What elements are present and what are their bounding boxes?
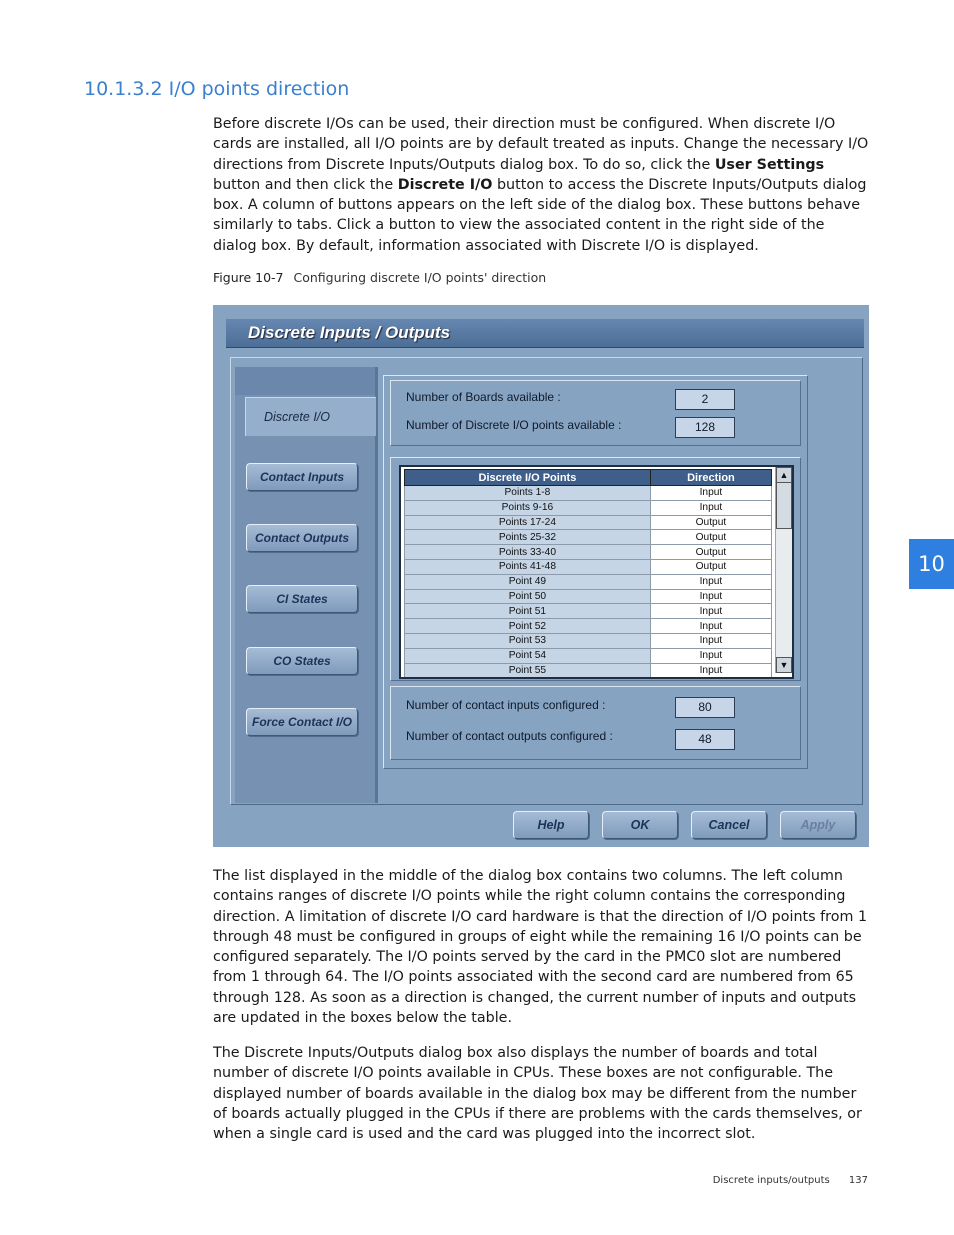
dialog-sidebar bbox=[235, 367, 378, 803]
direction-cell[interactable]: Input bbox=[650, 663, 771, 678]
points-cell: Points 41-48 bbox=[405, 559, 651, 574]
table-row[interactable] bbox=[405, 515, 772, 530]
table-row[interactable] bbox=[405, 486, 772, 501]
points-cell: Point 55 bbox=[405, 663, 651, 678]
direction-cell[interactable]: Input bbox=[650, 486, 771, 501]
points-cell: Points 33-40 bbox=[405, 545, 651, 560]
contact-outputs-button[interactable]: Contact Outputs bbox=[246, 524, 358, 552]
ci-value: 80 bbox=[675, 697, 735, 718]
cancel-button[interactable]: Cancel bbox=[691, 811, 767, 839]
page-number: 137 bbox=[848, 1175, 868, 1186]
table-row[interactable] bbox=[405, 545, 772, 560]
co-label: Number of contact outputs configured : bbox=[406, 729, 613, 743]
page-footer bbox=[697, 1175, 868, 1186]
points-cell: Points 9-16 bbox=[405, 500, 651, 515]
direction-cell[interactable]: Input bbox=[650, 633, 771, 648]
direction-cell[interactable]: Input bbox=[650, 619, 771, 634]
scroll-thumb[interactable] bbox=[776, 482, 792, 529]
discrete-io-ref: Discrete I/O bbox=[397, 176, 493, 193]
chapter-tab: 10 bbox=[909, 539, 954, 589]
points-cell: Points 17-24 bbox=[405, 515, 651, 530]
sidebar-tab-discrete-io[interactable] bbox=[245, 397, 376, 436]
figure-caption-text: Configuring discrete I/O points' direction bbox=[293, 270, 547, 285]
figure-caption bbox=[213, 270, 546, 285]
direction-cell[interactable]: Input bbox=[650, 589, 771, 604]
ok-button[interactable]: OK bbox=[602, 811, 678, 839]
contact-inputs-button[interactable]: Contact Inputs bbox=[246, 463, 358, 491]
points-cell: Point 53 bbox=[405, 633, 651, 648]
dialog-title: Discrete Inputs / Outputs bbox=[248, 323, 451, 342]
ci-states-button[interactable]: CI States bbox=[246, 585, 358, 613]
section-heading: 10.1.3.2 I/O points direction bbox=[84, 78, 350, 100]
io-table bbox=[404, 469, 772, 678]
points-value: 128 bbox=[675, 417, 735, 438]
boards-label: Number of Boards available : bbox=[406, 390, 561, 404]
scroll-up-icon[interactable]: ▲ bbox=[776, 467, 792, 483]
footer-section: Discrete inputs/outputs bbox=[712, 1175, 830, 1186]
points-cell: Point 54 bbox=[405, 648, 651, 663]
direction-cell[interactable]: Input bbox=[650, 604, 771, 619]
io-points-table bbox=[399, 465, 794, 679]
co-states-button[interactable]: CO States bbox=[246, 647, 358, 675]
direction-cell[interactable]: Output bbox=[650, 530, 771, 545]
table-scrollbar[interactable] bbox=[775, 467, 792, 673]
direction-cell[interactable]: Output bbox=[650, 515, 771, 530]
boards-explanation-paragraph: The Discrete Inputs/Outputs dialog box also displays the number of boards and total number of discrete I/O points available in CPUs. These boxes are not configurable. The displayed number of boards available in the dialog box may be different from the number of boards actually plugged in the CPUs if there are problems with the cards themselves, or when a single card is used and the card was plugged into the incorrect slot. bbox=[213, 1045, 862, 1143]
direction-cell[interactable]: Input bbox=[650, 574, 771, 589]
points-cell: Point 50 bbox=[405, 589, 651, 604]
points-label: Number of Discrete I/O points available : bbox=[406, 418, 622, 432]
col-header-points[interactable]: Discrete I/O Points bbox=[405, 470, 651, 486]
points-cell: Point 51 bbox=[405, 604, 651, 619]
boards-value: 2 bbox=[675, 389, 735, 410]
scroll-down-icon[interactable]: ▼ bbox=[776, 657, 792, 673]
table-explanation-paragraph: The list displayed in the middle of the dialog box contains two columns. The left column contains ranges of discrete I/O points while the right column contains the corresponding direction. A limitation of discrete I/O card hardware is that the direction of I/O points from 1 through 48 must be configured in groups of eight while the remaining 16 I/O points can be configured separately. The I/O points served by the card in the PMC0 slot are numbered from 1 through 64. The I/O points associated with the second card are numbered from 65 through 128. As soon as a direction is changed, the current number of inputs and outputs are updated in the boxes below the table. bbox=[213, 868, 868, 1027]
discrete-io-dialog bbox=[213, 305, 869, 847]
col-header-direction[interactable]: Direction bbox=[650, 470, 771, 486]
table-row[interactable] bbox=[405, 500, 772, 515]
points-cell: Points 1-8 bbox=[405, 486, 651, 501]
help-button[interactable]: Help bbox=[513, 811, 589, 839]
co-value: 48 bbox=[675, 729, 735, 750]
sidebar-tab-label: Discrete I/O bbox=[264, 410, 330, 424]
table-row[interactable] bbox=[405, 633, 772, 648]
apply-button[interactable]: Apply bbox=[780, 811, 856, 839]
table-row[interactable] bbox=[405, 589, 772, 604]
points-cell: Points 25-32 bbox=[405, 530, 651, 545]
ci-label: Number of contact inputs configured : bbox=[406, 698, 606, 712]
direction-cell[interactable]: Input bbox=[650, 500, 771, 515]
dialog-title-bar bbox=[226, 319, 864, 348]
user-settings-ref: User Settings bbox=[714, 156, 825, 173]
table-header-row bbox=[405, 470, 772, 486]
table-row[interactable] bbox=[405, 530, 772, 545]
points-cell: Point 49 bbox=[405, 574, 651, 589]
intro-paragraph: Before discrete I/Os can be used, their direction must be configured. When discrete I/O cards are installed, all I/O points are by default treated as inputs. Change the necessary I/O directions from Discrete Inputs/Outputs dialog box. To do so, click the User Settings button and then click the Discrete I/O button to access the Discrete Inputs/Outputs dialog box. A column of buttons appears on the left side of the dialog box. These buttons behave similarly to tabs. Click a button to view the associated content in the right side of the dialog box. By default, information associated with Discrete I/O is displayed. bbox=[213, 116, 869, 254]
table-row[interactable] bbox=[405, 648, 772, 663]
sidebar-header bbox=[235, 367, 375, 395]
table-row[interactable] bbox=[405, 559, 772, 574]
direction-cell[interactable]: Output bbox=[650, 559, 771, 574]
table-row[interactable] bbox=[405, 574, 772, 589]
figure-number: Figure 10-7 bbox=[213, 270, 284, 285]
table-row[interactable] bbox=[405, 619, 772, 634]
direction-cell[interactable]: Output bbox=[650, 545, 771, 560]
force-contact-io-button[interactable]: Force Contact I/O bbox=[246, 708, 358, 736]
table-row[interactable] bbox=[405, 604, 772, 619]
points-cell: Point 52 bbox=[405, 619, 651, 634]
table-row[interactable] bbox=[405, 663, 772, 678]
direction-cell[interactable]: Input bbox=[650, 648, 771, 663]
